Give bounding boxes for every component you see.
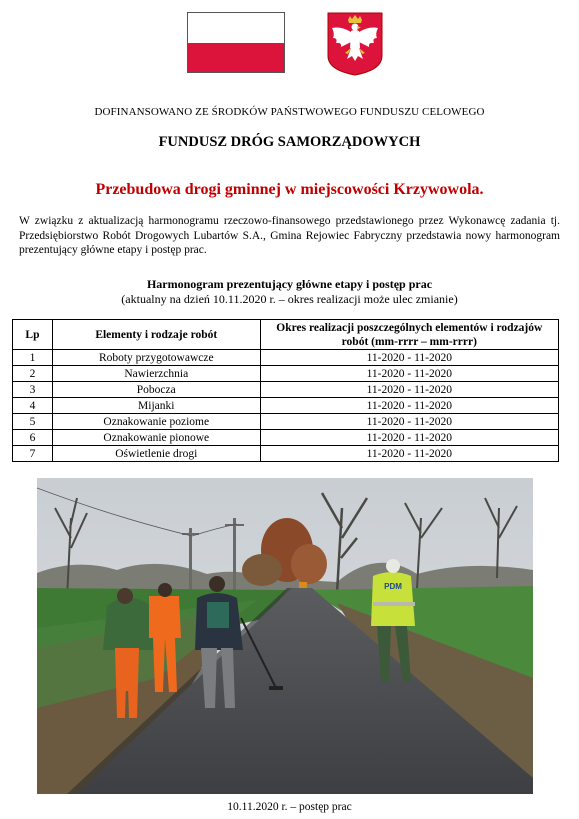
funding-statement: DOFINANSOWANO ZE ŚRODKÓW PAŃSTWOWEGO FUNDUSZU CELOWEGO — [94, 106, 485, 118]
table-row — [13, 382, 559, 398]
cell-lp: 7 — [13, 446, 53, 462]
cell-lp: 3 — [13, 382, 53, 398]
cell-lp: 5 — [13, 414, 53, 430]
cell-element: Roboty przygotowawcze — [52, 350, 260, 366]
table-header-row — [13, 320, 559, 350]
schedule-title: Harmonogram prezentujący główne etapy i postęp prac — [146, 277, 433, 291]
polish-flag — [187, 12, 285, 73]
table-row — [13, 398, 559, 414]
schedule-table — [12, 319, 559, 462]
cell-element: Nawierzchnia — [52, 366, 260, 382]
cell-period: 11-2020 - 11-2020 — [260, 350, 558, 366]
cell-element: Oznakowanie poziome — [52, 414, 260, 430]
table-row — [13, 430, 559, 446]
vest-label: PDM — [384, 582, 402, 591]
schedule-subtitle: (aktualny na dzień 10.11.2020 r. – okres realizacji może ulec zmianie) — [121, 292, 458, 306]
flag-white-stripe — [188, 13, 284, 43]
table-row — [13, 366, 559, 382]
column-header-period: Okres realizacji poszczególnych elementów i rodzajów robót (mm-rrrr – mm-rrrr) — [260, 320, 558, 350]
column-header-lp: Lp — [13, 320, 53, 350]
cell-period: 11-2020 - 11-2020 — [260, 446, 558, 462]
cell-period: 11-2020 - 11-2020 — [260, 414, 558, 430]
cell-element: Pobocza — [52, 382, 260, 398]
flag-red-stripe — [188, 43, 284, 73]
cell-lp: 1 — [13, 350, 53, 366]
cell-element: Oświetlenie drogi — [52, 446, 260, 462]
project-title: Przebudowa drogi gminnej w miejscowości Krzywowola. — [95, 181, 484, 198]
cell-lp: 2 — [13, 366, 53, 382]
cell-period: 11-2020 - 11-2020 — [260, 398, 558, 414]
coat-of-arms-eagle-icon — [327, 12, 383, 76]
cell-period: 11-2020 - 11-2020 — [260, 430, 558, 446]
photo-caption: 10.11.2020 r. – postęp prac — [227, 801, 352, 813]
road-works-photo — [37, 478, 533, 794]
table-row — [13, 414, 559, 430]
cell-element: Mijanki — [52, 398, 260, 414]
cell-lp: 6 — [13, 430, 53, 446]
cell-lp: 4 — [13, 398, 53, 414]
fund-name-heading: FUNDUSZ DRÓG SAMORZĄDOWYCH — [158, 134, 421, 150]
intro-paragraph: W związku z aktualizacją harmonogramu rzeczowo-finansowego przedstawionego przez Wykonawcę zadania tj. Przedsiębiorstwo Robót Drogowych Lubartów S.A., Gmina Rejowiec Fabryczny przedstawia nowy harmonogram prezentujący główne etapy i postęp prac. — [19, 215, 560, 256]
table-row — [13, 350, 559, 366]
table-row — [13, 446, 559, 462]
column-header-element: Elementy i rodzaje robót — [52, 320, 260, 350]
cell-element: Oznakowanie pionowe — [52, 430, 260, 446]
cell-period: 11-2020 - 11-2020 — [260, 382, 558, 398]
cell-period: 11-2020 - 11-2020 — [260, 366, 558, 382]
